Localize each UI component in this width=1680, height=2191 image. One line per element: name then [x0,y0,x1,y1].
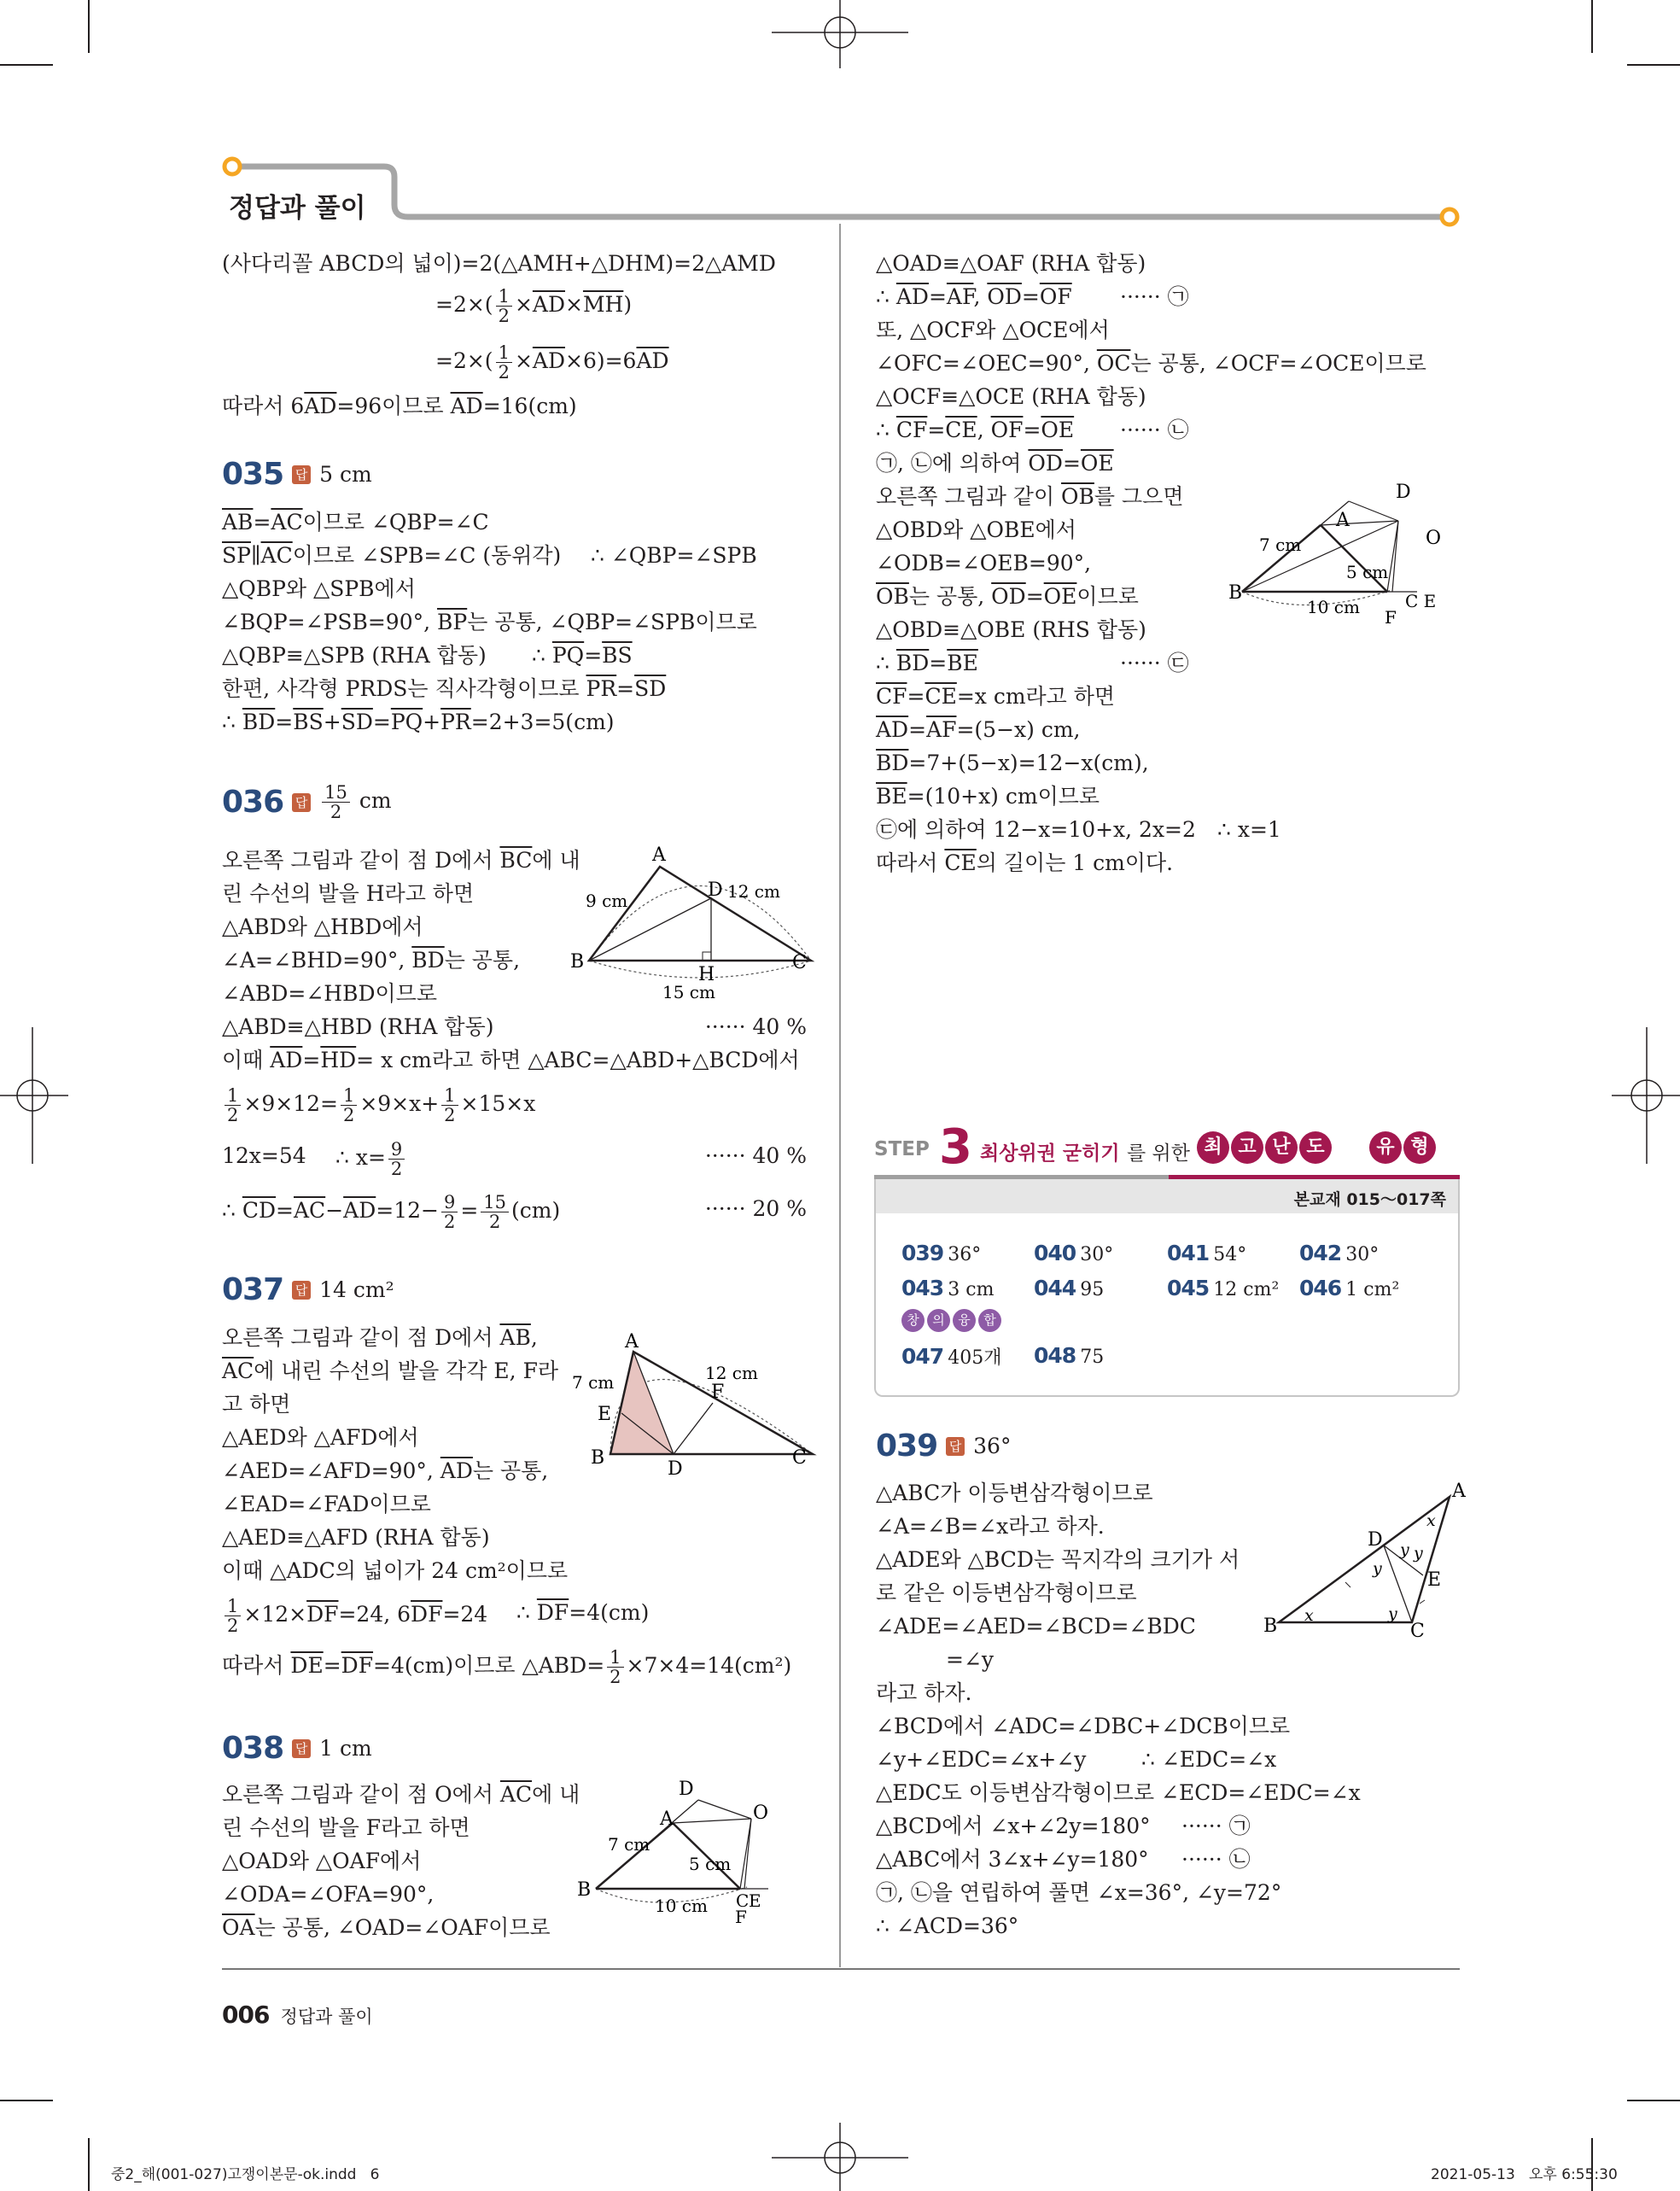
label-C: C [792,1447,807,1469]
solution-line: 이때 △ADC의 넓이가 24 cm²이므로 [222,1558,569,1583]
label-E: E [749,1890,761,1911]
label-B: B [570,951,585,973]
step-char: 고 [1231,1131,1263,1164]
label-bf: 10 cm [1307,597,1360,617]
solution-line: △ABD와 △HBD에서 [222,914,423,939]
label-D: D [668,1458,683,1475]
label-ba: 7 cm [608,1834,650,1855]
solution-line: 로 같은 이등변삼각형이므로 [876,1580,1137,1605]
question-number: 038 [222,1731,284,1766]
step-title: 최상위권 굳히기 [980,1142,1120,1165]
solution-line: ∴ ∠ACD=36° [876,1913,1019,1938]
answer-item: 046 1 cm² [1299,1276,1400,1300]
label-F: F [735,1907,747,1925]
answer-item: 042 30° [1299,1241,1380,1265]
step-subtitle: 를 위한 [1127,1142,1190,1165]
solution-line: 라고 하자. [876,1680,972,1705]
textbook-reference: 본교재 015～017쪽 [876,1179,1458,1213]
solution-line: $\overline{OA}$는 공통, ∠OAD=∠OAF이므로 [222,1915,551,1940]
solution-line: ∠ADE=∠AED=∠BCD=∠BDC [876,1614,1196,1639]
solution-line: $\overline{AB}=\overline{AC}$이므로 ∠QBP=∠C [222,510,489,535]
solution-line: △AED≡△AFD (RHA 합동) [222,1525,490,1550]
label-C: C [736,1890,750,1911]
solution-line: ∴ $\overline{CF}=\overline{CE}$, $\overline{OF}=\overline{OE}$ ······ ㉡ [876,418,1189,442]
solution-line: 린 수선의 발을 F라고 하면 [222,1815,470,1840]
solution-line: 12x=54 ∴ x= $\frac{9}{2}$ ······ 40 % [222,1139,807,1179]
label-ba: 7 cm [1259,535,1302,555]
answer-value: 5 cm [319,462,372,487]
solution-line: ∠OFC=∠OEC=90°, $\overline{OC}$는 공통, ∠OCF=∠OCE이므로 [876,351,1426,376]
slug-datetime: 2021-05-13 오후 6:55:30 [1431,2166,1618,2183]
solution-line: $\overline{BD}=7+(5-x)=12-x(cm)$, [876,751,1149,775]
label-A: A [1336,510,1350,531]
step-char: 유 [1369,1131,1402,1164]
solution-line: 오른쪽 그림과 같이 점 D에서 $\overline{BC}$에 내 [222,848,580,873]
solution-line: △EDC도 이등변삼각형이므로 ∠ECD=∠EDC=∠x [876,1780,1361,1805]
label-y: y [1400,1540,1409,1559]
figure-037 [563,1322,820,1475]
solution-line: $\overline{OB}$는 공통, $\overline{OD}=\overline{OE}$이므로 [876,584,1139,609]
label-O: O [1426,528,1442,549]
question-number: 037 [222,1272,284,1307]
answer-item: 040 30° [1034,1241,1114,1265]
footer [222,2001,373,2029]
label-F: F [1385,607,1397,628]
solution-line: △OAD≡△OAF (RHA 합동) [876,251,1146,276]
question-035-header [222,457,372,492]
solution-line: △AED와 △AFD에서 [222,1425,419,1450]
answer-item: 039 36° [901,1241,982,1265]
solution-line: ∠A=∠BHD=90°, $\overline{BD}$는 공통, [222,948,521,973]
label-bf: 10 cm [655,1896,708,1916]
solution-line: ∠EAD=∠FAD이므로 [222,1492,431,1516]
label-ac: 12 cm [705,1363,758,1383]
solution-line: △BCD에서 ∠x+∠2y=180° ······ ㉠ [876,1814,1251,1838]
answer-item: 041 54° [1167,1241,1247,1265]
label-A: A [625,1331,639,1353]
solution-line: △OBD≡△OBE (RHS 합동) [876,617,1146,642]
solution-line: ∠ODA=∠OFA=90°, [222,1882,435,1907]
solution-line: ∠ABD=∠HBD이므로 [222,981,437,1006]
solution-line: △QBP≡△SPB (RHA 합동) ∴ $\overline{PQ}=\overline{BS}$ [222,643,633,668]
intro-line: (사다리꼴 ABCD의 넓이)=2(△AMH+△DHM)=2△AMD [222,251,776,276]
step-label: STEP [874,1138,930,1160]
solution-line: ∠BQP=∠PSB=90°, $\overline{BP}$는 공통, ∠QBP=∠SPB이므로 [222,610,757,634]
label-E: E [598,1404,612,1425]
label-A: A [1452,1481,1466,1502]
label-D: D [1396,482,1411,503]
solution-line: ∴ $\overline{AD}=\overline{AF}$, $\overline{OD}=\overline{OF}$ ······ ㉠ [876,284,1189,309]
label-A: A [652,845,666,866]
question-number: 035 [222,457,284,492]
label-x: x [1426,1511,1436,1530]
solution-line: △OAD와 △OAF에서 [222,1849,422,1873]
solution-line: =∠y [946,1647,995,1672]
question-036-header [222,783,392,821]
label-O: O [753,1802,769,1824]
label-D: D [708,879,723,901]
label-D: D [679,1779,694,1800]
slug-file: 중2_해(001-027)고쟁이본문-ok.indd 6 [111,2166,380,2183]
solution-line: △ABC가 이등변삼각형이므로 [876,1481,1153,1505]
label-F: F [711,1382,725,1403]
figure-036 [563,845,820,1003]
step-char: 형 [1403,1131,1436,1164]
step-char: 최 [1197,1131,1229,1164]
label-A: A [660,1808,674,1830]
page-title: 정답과 풀이 [229,193,366,224]
label-bc: 15 cm [662,982,715,1002]
solution-line: 오른쪽 그림과 같이 점 D에서 $\overline{AB}$, [222,1325,538,1350]
answer-value: 14 cm² [319,1277,394,1302]
solution-line: ∠A=∠B=∠x라고 하자. [876,1514,1105,1539]
label-dc: 12 cm [727,881,780,902]
footer-label: 정답과 풀이 [280,2007,373,2027]
solution-line: ∠AED=∠AFD=90°, $\overline{AD}$는 공통, [222,1458,549,1483]
intro-eq1: =2×( $\frac{1}{2}$ $\times\overline{AD}\times\overline{MH}$) [435,286,633,326]
label-B: B [577,1879,592,1901]
label-y: y [1388,1604,1397,1623]
answer-icon: 답 [292,465,311,484]
label-H: H [698,964,715,985]
solution-line: 따라서 $\overline{DE}=\overline{DF}=4(cm)$이므로 △ABD= $\frac{1}{2}$ ×7×4=14(cm²) [222,1647,792,1687]
answer-value: 36° [973,1434,1012,1458]
solution-line: $\overline{SP}\parallel\overline{AC}$이므로 ∠SPB=∠C (동위각) ∴ ∠QBP=∠SPB [222,543,757,568]
answer-item: 048 75 [1034,1343,1105,1368]
label-CE: C E [1405,591,1437,611]
solution-line: $\overline{AC}$에 내린 수선의 발을 각각 E, F라 [222,1358,559,1383]
step-char: 도 [1299,1131,1332,1164]
label-y: y [1373,1559,1382,1578]
intro-eq2: =2×( $\frac{1}{2}$ $\times\overline{AD}\times 6)=6\overline{AD}$ [435,342,669,383]
figure-039 [1260,1481,1473,1639]
solution-line: △QBP와 △SPB에서 [222,576,416,601]
solution-line: ∠y+∠EDC=∠x+∠y ∴ ∠EDC=∠x [876,1747,1277,1772]
answer-value: 1 cm [319,1736,372,1761]
label-ab: 9 cm [586,891,628,911]
answer-item: 043 3 cm [901,1276,995,1300]
label-ao: 5 cm [689,1854,732,1874]
answer-icon: 답 [946,1437,965,1456]
step-char: 난 [1265,1131,1298,1164]
solution-line: △ADE와 △BCD는 꼭지각의 크기가 서 [876,1547,1240,1572]
solution-line: △ABC에서 3∠x+∠y=180° ······ ㉡ [876,1847,1251,1872]
solution-line: 또, △OCF와 △OCE에서 [876,318,1110,342]
solution-line: 린 수선의 발을 H라고 하면 [222,881,475,906]
question-039-header [876,1429,1011,1464]
label-B: B [1263,1615,1278,1637]
column-divider [839,224,841,1967]
solution-line: $\overline{CF}=\overline{CE}=x$ cm라고 하면 [876,684,1116,709]
label-ab: 7 cm [572,1372,615,1393]
question-number: 039 [876,1429,938,1464]
label-C: C [1410,1621,1425,1639]
solution-line: $\overline{BE}=(10+x)$ cm이므로 [876,784,1100,809]
answer-icon: 답 [292,1281,311,1300]
answer-icon: 답 [292,793,311,812]
solution-equation: $\frac{1}{2}$ ×9×12= $\frac{1}{2}$ ×9×x+ $\frac{1}{2}$ ×15×x [222,1086,535,1125]
label-y: y [1414,1544,1423,1563]
label-D: D [1368,1529,1383,1551]
page-number: 006 [222,2001,270,2029]
solution-line: 따라서 $\overline{CE}$의 길이는 1 cm이다. [876,850,1174,875]
solution-line: ∴ $\overline{BD}=\overline{BS}+\overline{SD}=\overline{PQ}+\overline{PR}=2+3=5(cm)$ [222,710,615,734]
solution-line: 오른쪽 그림과 같이 점 O에서 $\overline{AC}$에 내 [222,1782,580,1807]
label-C: C [792,952,807,973]
intro-line: 따라서 $6\overline{AD}=96$이므로 $\overline{AD}=16(cm)$ [222,394,577,418]
answer-item: 047 405개 [901,1344,1002,1369]
solution-line: ∠BCD에서 ∠ADC=∠DBC+∠DCB이므로 [876,1714,1291,1738]
solution-line: △OCF≡△OCE (RHA 합동) [876,384,1146,409]
solution-line: ㉠, ㉡에 의하여 $\overline{OD}=\overline{OE}$ [876,451,1114,476]
footer-rule [222,1968,1460,1970]
solution-line: ∴ $\overline{BD}=\overline{BE}$ ······ ㉢ [876,651,1189,675]
question-038-header [222,1731,372,1766]
solution-line: 오른쪽 그림과 같이 $\overline{OB}$를 그으면 [876,484,1184,509]
solution-line: $\overline{AD}=\overline{AF}=(5-x)$ cm, [876,717,1081,742]
question-037-header [222,1272,394,1307]
solution-line: △OBD와 △OBE에서 [876,517,1076,542]
answer-icon: 답 [292,1739,311,1758]
solution-line: ∠ODB=∠OEB=90°, [876,551,1092,576]
solution-line: ㉠, ㉡을 연립하여 풀면 ∠x=36°, ∠y=72° [876,1880,1282,1905]
figure-038 [572,1776,811,1925]
answer-item: 044 95 [1034,1276,1105,1300]
solution-line: ∴ $\overline{CD}=\overline{AC}-\overline{AD}=12-$ $\frac{9}{2}$ = $\frac{15}{2}$ (cm) ······ 20 % [222,1192,807,1232]
question-number: 036 [222,785,284,820]
step-number: 3 [939,1119,972,1175]
label-E: E [1427,1569,1442,1591]
label-ao: 5 cm [1346,562,1389,582]
label-B: B [591,1447,605,1469]
right-column-039 [876,0,1473,2191]
answer-item: 045 12 cm² [1167,1276,1280,1300]
solution-line: ㉢에 의하여 12−x=10+x, 2x=2 ∴ x=1 [876,817,1281,842]
solution-line: 이때 $\overline{AD}=\overline{HD}= x$ cm라고 하면 △ABC=△ABD+△BCD에서 [222,1048,800,1072]
solution-line: △ABD≡△HBD (RHA 합동) ······ 40 % [222,1014,807,1039]
solution-line: 고 하면 [222,1392,291,1417]
solution-line: $\frac{1}{2}$ $\times 12\times\overline{DF}=24$, $6\overline{DF}=24$ ∴ $\overline{DF}=4(cm)$ [222,1597,487,1635]
answer-value: $\frac{15}{2}$ cm [319,783,391,821]
creative-badge: 창 의 융 합 [901,1309,1001,1332]
label-x: x [1304,1606,1314,1625]
solution-line: 한편, 사각형 PRDS는 직사각형이므로 $\overline{PR}=\overline{SD}$ [222,676,667,701]
label-B: B [1228,582,1243,604]
